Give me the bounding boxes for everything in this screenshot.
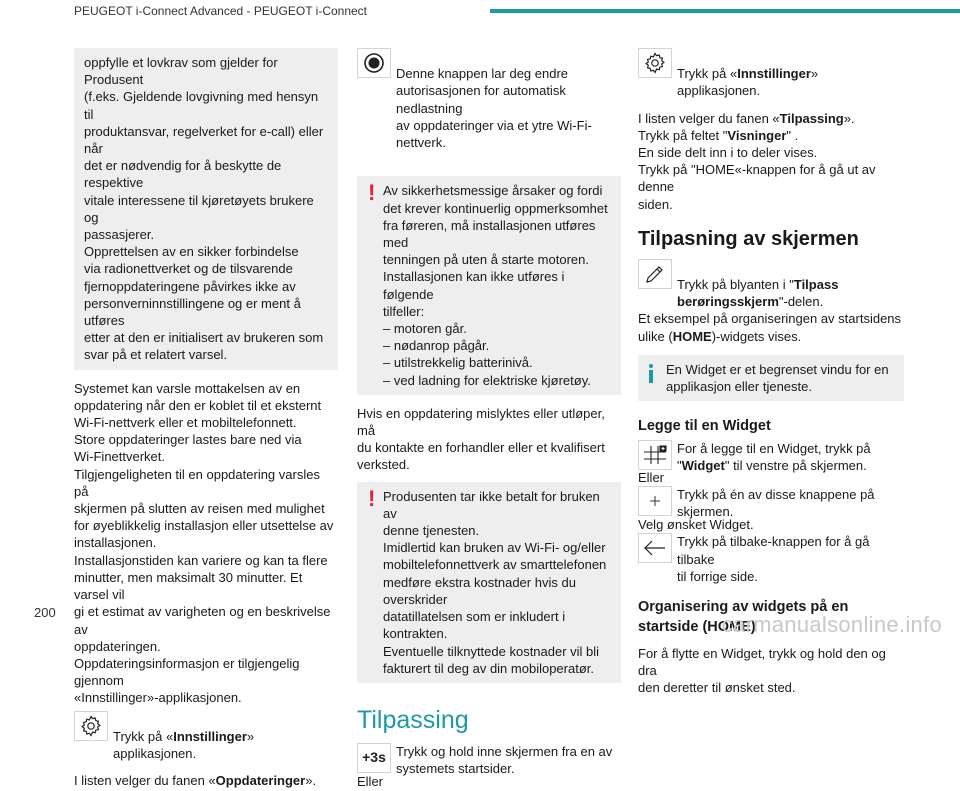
safety-warning-box xyxy=(357,176,621,394)
widget-info-text: En Widget er et begrenset vindu for en applikasjon eller tjeneste. xyxy=(666,361,889,395)
list-text-pre: I listen velger du fanen « xyxy=(638,110,780,126)
column-2 xyxy=(357,48,621,791)
press-hold-3s-icon: +3s xyxy=(357,743,391,773)
split-page-text: En side delt inn i to deler vises. Trykk på "HOME«-knappen for å gå ut av denne siden. xyxy=(638,145,876,212)
settings-text-post: » applikasjonen. xyxy=(677,66,819,99)
back-arrow-icon xyxy=(638,533,672,563)
update-notification-text: Systemet kan varsle mottakelsen av en oppdatering når den er koblet til et eksternt Wi-Fi-nettverk eller et mobiltelefonnett. Store oppdateringer lastes bare ned via Wi-Finettverket. Tilgjengeligheten til en oppdatering varsles på skjermen på slutten av reisen med mulighet for øyeblikkelig installasjon eller utsettelse av installasjonen. Installasjonstiden kan variere og kan ta flere minutter, men maksimalt 30 minutter. Et varsel vil gi et estimat av varigheten og en beskrivelse av oppdateringen. Oppdateringsinformasjon er tilgjengelig gjennom «Innstillinger»-applikasjonen. xyxy=(74,380,334,706)
radio-button-description xyxy=(357,48,621,168)
add-text-pre: For å legge til en Widget, trykk på " xyxy=(677,441,871,474)
back-button-text: Trykk på tilbake-knappen for å gå tilbake til forrige side. xyxy=(677,534,870,584)
visninger-instruction xyxy=(638,127,904,144)
list-tab-instruction xyxy=(638,110,904,127)
info-icon xyxy=(649,364,654,384)
plus-icon xyxy=(638,486,672,516)
tilpass-beroringsskjerm-label: Tilpass berøringsskjerm xyxy=(677,277,839,310)
tab-text-post: ». xyxy=(305,773,317,789)
plus-button-instruction xyxy=(638,486,904,520)
settings-text-pre: Trykk på « xyxy=(113,728,174,744)
heading-organisering-av-widgets: Organisering av widgets på en startside (HOME) xyxy=(638,599,849,636)
hold-screen-text: Trykk og hold inne skjermen fra en av systemets startsider. xyxy=(396,743,613,777)
header-title: PEUGEOT i-Connect Advanced - PEUGEOT i-Connect xyxy=(74,4,368,18)
radio-text: Denne knappen lar deg endre autorisasjonen for automatisk nedlastning av oppdateringer via et ytre Wi-Fi-nettverk. xyxy=(396,66,592,151)
widget-grid-icon xyxy=(638,440,672,470)
visninger-field-name: Visninger xyxy=(727,127,787,143)
pencil-text-post: "-delen. xyxy=(778,294,824,310)
field-text-post: " . xyxy=(786,127,799,143)
choose-widget-text: Velg ønsket Widget. xyxy=(638,517,754,533)
settings-gear-icon xyxy=(74,711,108,741)
warning-exclamation-icon: ! xyxy=(368,180,376,206)
tilpassing-tab-name: Tilpassing xyxy=(779,110,844,126)
settings-app-name: Innstillinger xyxy=(173,728,247,744)
eller-label: Eller xyxy=(357,774,384,790)
eller-label: Eller xyxy=(638,469,665,485)
move-widget-text: For å flytte en Widget, trykk og hold den og dra den deretter til ønsket sted. xyxy=(638,646,886,696)
widget-info-box xyxy=(638,355,904,401)
tab-text-pre: I listen velger du fanen « xyxy=(74,773,216,789)
safety-warning-text: Av sikkerhetsmessige årsaker og fordi det krever kontinuerlig oppmerksomhet fra føreren, må installasjonen utføres med tenningen på uten å starte motoren. Installasjonen kan ikke utføres i følgende tilfeller: – motoren går. – nødanrop pågår. – utilstrekkelig batterinivå. – ved ladning for elektriske kjøretøy. xyxy=(383,183,608,388)
pencil-icon xyxy=(638,259,672,289)
settings-text-pre: Trykk på « xyxy=(677,66,738,82)
home-label: HOME xyxy=(672,328,712,344)
pencil-text-pre: Trykk på blyanten i " xyxy=(677,277,794,293)
updates-tab-instruction xyxy=(74,772,338,789)
example-text xyxy=(638,310,904,344)
cost-warning-box xyxy=(357,482,621,683)
header-accent-bar xyxy=(490,9,960,13)
hold-screen-instruction xyxy=(357,743,621,777)
heading-legge-til-widget: Legge til en Widget xyxy=(638,418,771,435)
column-3 xyxy=(638,48,904,697)
add-text-post: " til venstre på skjermen. xyxy=(724,458,867,474)
pencil-instruction xyxy=(638,259,904,311)
settings-instruction xyxy=(74,711,338,763)
list-text-post: ». xyxy=(843,110,855,126)
field-text-pre: Trykk på feltet " xyxy=(638,127,728,143)
settings-instruction xyxy=(638,48,904,100)
cost-warning-text: Produsenten tar ikke betalt for bruken av denne tjenesten. Imidlertid kan bruken av Wi-Fi- og/eller mobiltelefonnettverk av smarttelefonen medføre ekstra kostnader hvis du overskrider datatillatelsen som er inkludert i kontrakten. Eventuelle tilknyttede kostnader vil bli fakturert til deg av din mobiloperatør. xyxy=(383,488,607,676)
settings-text-post: » applikasjonen. xyxy=(113,728,255,761)
failed-update-text: Hvis en oppdatering mislyktes eller utløper, må du kontakte en forhandler eller et kvalifisert verksted. xyxy=(357,405,605,473)
column-1 xyxy=(74,48,338,789)
updates-tab-name: Oppdateringer xyxy=(215,773,306,789)
heading-tilpasning-av-skjermen: Tilpasning av skjermen xyxy=(638,227,859,250)
example-text-pre: Et eksempel på organiseringen av startsidens ulike ( xyxy=(638,311,902,344)
add-widget-instruction xyxy=(638,440,904,474)
widget-label: Widget xyxy=(681,458,725,474)
radio-button-icon xyxy=(357,48,391,78)
settings-app-name: Innstillinger xyxy=(737,66,811,82)
settings-gear-icon xyxy=(638,48,672,78)
example-text-post: )-widgets vises. xyxy=(711,328,802,344)
plus-button-text: Trykk på én av disse knappene på skjermen. xyxy=(677,486,875,520)
page-number: 200 xyxy=(34,605,56,620)
section-title-tilpassing: Tilpassing xyxy=(357,705,469,734)
watermark: carmanualsonline.info xyxy=(721,612,942,637)
back-button-instruction xyxy=(638,533,904,585)
warning-exclamation-icon: ! xyxy=(368,485,376,511)
privacy-info-box: oppfylle et lovkrav som gjelder for Produsent (f.eks. Gjeldende lovgivning med hensyn til produktansvar, regelverket for e-call) eller når det er nødvendig for å beskytte de respektive vitale interessene til kjøretøyets brukere og passasjerer. Opprettelsen av en sikker forbindelse via radionettverket og de tilsvarende fjernoppdateringene påvirkes ikke av personverninnstillingene og er ment å utføres etter at den er initialisert av brukeren som svar på et relatert varsel. xyxy=(74,48,338,370)
